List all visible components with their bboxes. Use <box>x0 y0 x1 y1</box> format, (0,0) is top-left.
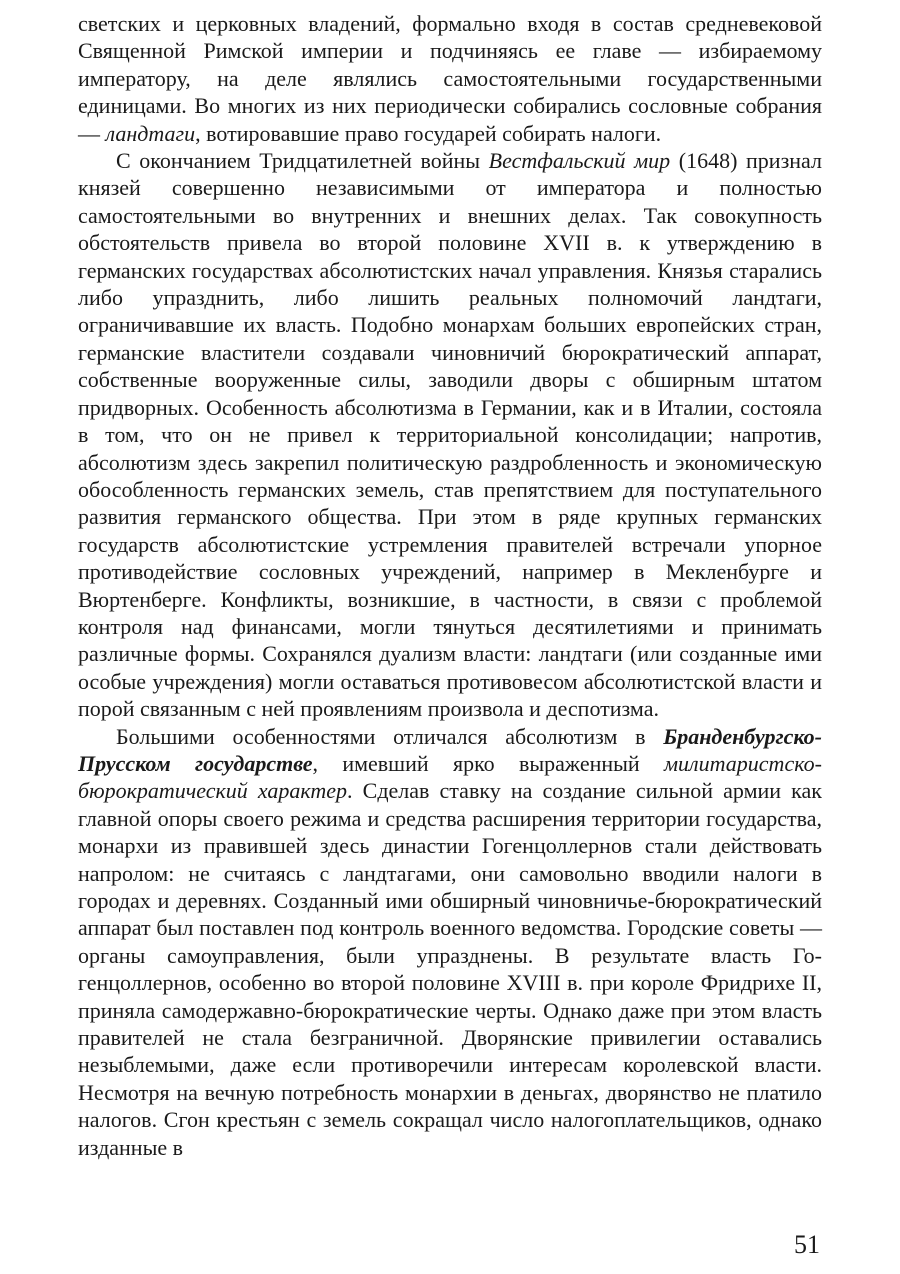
page-text <box>78 10 822 1161</box>
page-number: 51 <box>794 1230 820 1259</box>
p2-seg-2: (1648) признал князей совершенно независимыми от императора и полностью самостоятельными во внутренних и внешних делах. Так совокупность обстоятельств привела во второй половине XVII в. к утверждению в германских государствах абсолютистских начал управления. Князья старались либо упразднить, либо лишить реальных полномочий ландтаги, ограничивавшие их власть. Подобно монархам больших европейских стран, германские властители создавали чиновничий бюрократический аппарат, собственные вооруженные силы, заводили дворы с обширным штатом придворных. Особенность абсолютизма в Германии, как и в Италии, состояла в том, что он не привел к территориальной консолидации; напротив, абсолютизм здесь закрепил политическую раздробленность и экономическую обособленность германских земель, став препятствием для поступательного развития германского общества. При этом в ряде крупных германских государств абсолютистские устремления правителей встречали упорное противодействие сословных учреждений, например в Мекленбурге и Вюртенберге. Конфликты, возникшие, в частности, в связи с проблемой контроля над финансами, могли тянуться десятилетиями и принимать различные формы. Сохранялся дуализм власти: ландтаги (или созданные ими особые учреждения) могли оставаться противовесом абсолютистской власти и порой связанным с ней проявлениям произвола и деспотизма. <box>78 148 822 722</box>
paragraph-1 <box>78 10 822 147</box>
paragraph-3 <box>78 723 822 1162</box>
p3-term-militarist: милитаристско-бюрократический характер <box>78 750 822 804</box>
p3-term-brandenburg-prussia: Бранденбургско-Прусском государстве <box>78 723 822 776</box>
p2-seg-0: С окончанием Тридцатилетней войны <box>116 148 489 174</box>
p3-seg-0: Большими особенностями отличался абсолютизм в <box>116 723 664 749</box>
p1-seg-0: светских и церковных владений, формально входя в состав средневековой Священной Римской империи и подчиняясь ее главе — избираемому императору, на деле являлись самостоятельными государственными единицами. Во многих из них периодически собирались сословные собрания — <box>78 11 822 146</box>
p1-term-landtags: ландтаги <box>105 120 196 146</box>
p3-seg-2: , имевший ярко выраженный <box>312 750 664 776</box>
p3-seg-4: . Сделав ставку на создание сильной армии как главной опоры своего режима и средства расширения территории государства, монархи из правившей здесь династии Гогенцоллернов стали действовать напролом: не считаясь с ландтагами, они самовольно вводили налоги в городах и деревнях. Созданный ими обширный чиновничье-бюрократический аппарат был поставлен под контроль военного ведомства. Городские советы — органы самоуправления, были упразднены. В результате власть Гогенцоллернов, особенно во второй половине XVIII в. при короле Фридрихе II, приняла самодержавно-бюрократические черты. Однако даже при этом власть правителей не стала безграничной. Дворянские привилегии оставались незыблемыми, даже если противоречили интересам королевской власти. Несмотря на вечную потребность монархии в деньгах, дворянство не платило налогов. Сгон крестьян с земель сокращал число налогоплательщиков, однако изданные в <box>78 778 822 1160</box>
p2-term-westphalia: Вестфальский мир <box>488 148 671 174</box>
p1-seg-2: , вотировавшие право государей собирать налоги. <box>195 120 662 146</box>
paragraph-2 <box>78 147 822 723</box>
